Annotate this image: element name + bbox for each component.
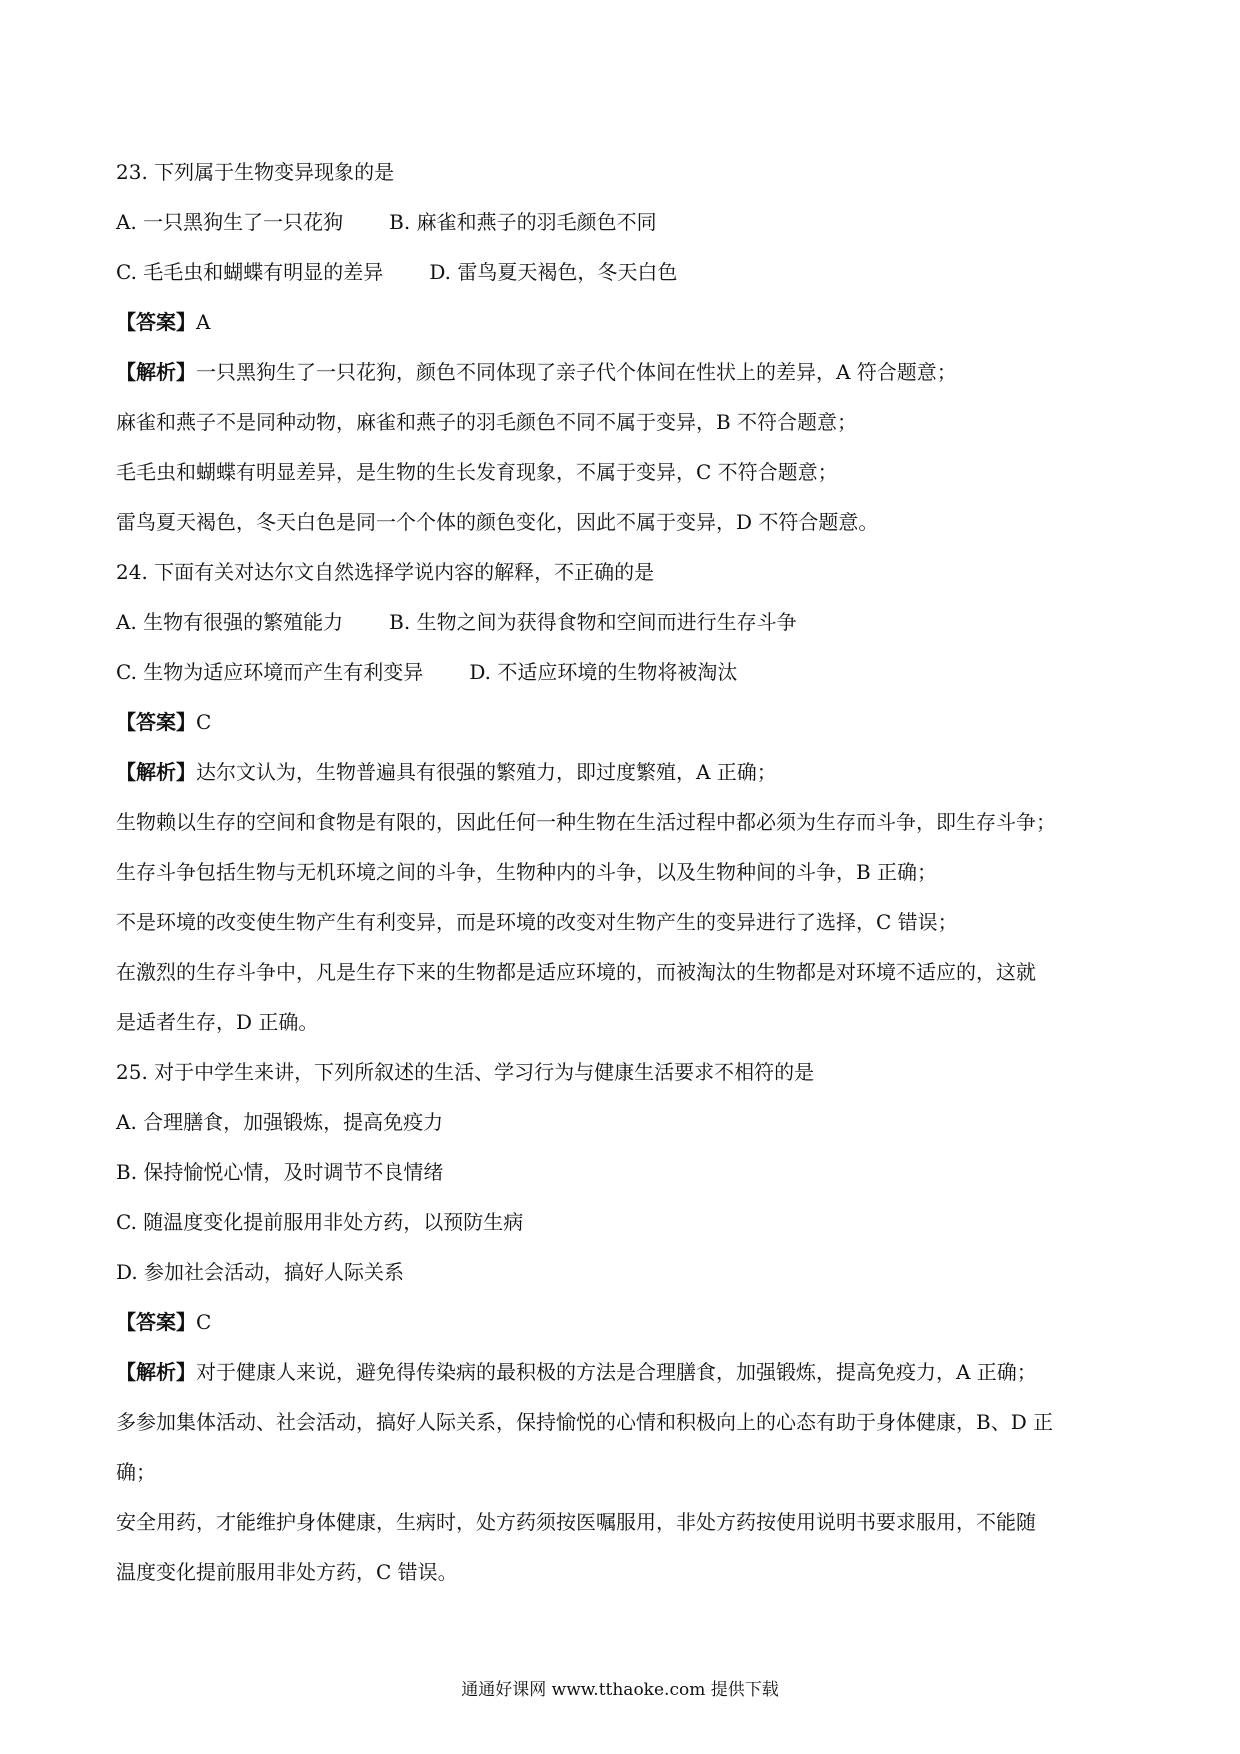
question-23-option-d: D. 雷鸟夏天褐色，冬天白色 [429, 260, 678, 284]
question-24-options-row-1 [116, 608, 1136, 636]
question-23-option-a: A. 一只黑狗生了一只花狗 [116, 210, 344, 234]
answer-tag: 【答案】 [116, 710, 196, 734]
question-23-analysis-line-2: 麻雀和燕子不是同种动物，麻雀和燕子的羽毛颜色不同不属于变异，B 不符合题意； [116, 410, 858, 434]
analysis-tag: 【解析】 [116, 760, 196, 784]
answer-tag: 【答案】 [116, 1310, 196, 1334]
question-24-answer [116, 708, 1136, 736]
question-23-analysis-line-1 [116, 358, 1136, 386]
question-25-option-b: B. 保持愉悦心情，及时调节不良情绪 [116, 1160, 444, 1184]
question-23-options-row-1 [116, 208, 1136, 236]
question-23-option-b: B. 麻雀和燕子的羽毛颜色不同 [389, 210, 657, 234]
question-24-option-d: D. 不适应环境的生物将被淘汰 [469, 660, 738, 684]
analysis-text: 对于健康人来说，避免得传染病的最积极的方法是合理膳食，加强锻炼，提高免疫力，A 正确； [196, 1360, 1037, 1384]
page-footer: 通通好课网 www.tthaoke.com 提供下载 [461, 1680, 779, 1700]
answer-value: A [196, 310, 211, 334]
question-23-option-c: C. 毛毛虫和蝴蝶有明显的差异 [116, 260, 384, 284]
question-25-stem: 25. 对于中学生来讲，下列所叙述的生活、学习行为与健康生活要求不相符的是 [116, 1060, 815, 1084]
question-25-analysis-line-2: 多参加集体活动、社会活动，搞好人际关系，保持愉悦的心情和积极向上的心态有助于身体健康，B、D 正 [116, 1410, 1054, 1434]
analysis-text: 一只黑狗生了一只花狗，颜色不同体现了亲子代个体间在性状上的差异，A 符合题意； [196, 360, 957, 384]
answer-tag: 【答案】 [116, 310, 196, 334]
question-24-analysis-line-2: 生物赖以生存的空间和食物是有限的，因此任何一种生物在生活过程中都必须为生存而斗争，即生存斗争； [116, 810, 1056, 834]
document-content [116, 158, 1136, 1608]
question-25-option-a: A. 合理膳食，加强锻炼，提高免疫力 [116, 1110, 444, 1134]
question-25-analysis-line-3: 确； [116, 1460, 156, 1484]
question-25-answer [116, 1308, 1136, 1336]
question-23-answer [116, 308, 1136, 336]
question-24-analysis-line-6: 是适者生存，D 正确。 [116, 1010, 319, 1034]
question-24-analysis-line-5: 在激烈的生存斗争中，凡是生存下来的生物都是适应环境的，而被淘汰的生物都是对环境不适应的，这就 [116, 960, 1036, 984]
question-24-option-b: B. 生物之间为获得食物和空间而进行生存斗争 [389, 610, 797, 634]
question-24-analysis-line-3: 生存斗争包括生物与无机环境之间的斗争，生物种内的斗争，以及生物种间的斗争，B 正确； [116, 860, 938, 884]
question-23-analysis-line-3: 毛毛虫和蝴蝶有明显差异，是生物的生长发育现象，不属于变异，C 不符合题意； [116, 460, 838, 484]
question-25-option-c: C. 随温度变化提前服用非处方药，以预防生病 [116, 1210, 524, 1234]
question-25-option-d: D. 参加社会活动，搞好人际关系 [116, 1260, 405, 1284]
question-23-stem: 23. 下列属于生物变异现象的是 [116, 160, 395, 184]
question-25-analysis-line-1 [116, 1358, 1136, 1386]
question-24-option-a: A. 生物有很强的繁殖能力 [116, 610, 344, 634]
question-23-analysis-line-4: 雷鸟夏天褐色，冬天白色是同一个个体的颜色变化，因此不属于变异，D 不符合题意。 [116, 510, 879, 534]
question-23-options-row-2 [116, 258, 1136, 286]
analysis-tag: 【解析】 [116, 1360, 196, 1384]
question-25-analysis-line-5: 温度变化提前服用非处方药，C 错误。 [116, 1560, 458, 1584]
question-24-option-c: C. 生物为适应环境而产生有利变异 [116, 660, 424, 684]
question-24-stem: 24. 下面有关对达尔文自然选择学说内容的解释，不正确的是 [116, 560, 655, 584]
answer-value: C [196, 710, 212, 734]
question-24-options-row-2 [116, 658, 1136, 686]
analysis-text: 达尔文认为，生物普遍具有很强的繁殖力，即过度繁殖，A 正确； [196, 760, 777, 784]
answer-value: C [196, 1310, 212, 1334]
question-25-analysis-line-4: 安全用药，才能维护身体健康，生病时，处方药须按医嘱服用，非处方药按使用说明书要求服用，不能随 [116, 1510, 1036, 1534]
question-24-analysis-line-1 [116, 758, 1136, 786]
question-24-analysis-line-4: 不是环境的改变使生物产生有利变异，而是环境的改变对生物产生的变异进行了选择，C 错误； [116, 910, 958, 934]
analysis-tag: 【解析】 [116, 360, 196, 384]
